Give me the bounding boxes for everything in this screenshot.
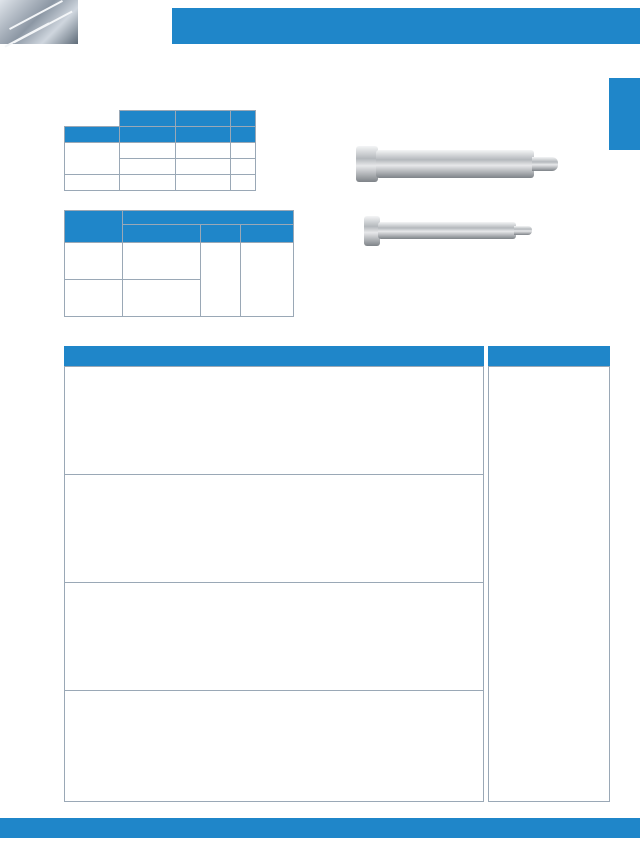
inner-cell	[120, 159, 175, 175]
treatment-cell	[230, 143, 255, 159]
material-cell	[65, 143, 120, 175]
catalog-table	[64, 210, 294, 317]
table-row	[65, 143, 256, 159]
shape-choose-header	[64, 346, 484, 366]
surface-hardness-header	[175, 127, 230, 143]
logo-box	[78, 0, 172, 44]
top-shape-frame	[488, 366, 610, 802]
catalog-material-cell	[65, 280, 123, 317]
shape-list	[241, 243, 294, 317]
catalog-type-cell	[123, 280, 201, 317]
catalog-material-cell	[65, 243, 123, 280]
inner-hardness-header	[120, 127, 175, 143]
table-row	[65, 175, 256, 191]
table-row	[65, 243, 294, 280]
material-table	[64, 110, 256, 191]
divider	[64, 582, 484, 583]
type-header	[123, 225, 201, 243]
divider	[64, 690, 484, 691]
col-header-en	[120, 111, 175, 127]
step-header	[201, 225, 241, 243]
surface-cell	[175, 175, 230, 191]
treatment-cell	[230, 175, 255, 191]
surface-cell	[175, 159, 230, 175]
top-shape-header	[488, 346, 610, 366]
pin-photo-large	[356, 146, 566, 182]
footer-bar	[0, 818, 640, 838]
inner-cell	[120, 175, 175, 191]
title-bar	[172, 8, 640, 44]
catalog-material-header	[65, 211, 123, 243]
surface-cell	[175, 143, 230, 159]
pin-photo-small	[364, 216, 534, 246]
step-list	[201, 243, 241, 317]
header-photo	[0, 0, 78, 44]
inner-cell	[120, 143, 175, 159]
divider	[64, 474, 484, 475]
catalog-no-header	[123, 211, 294, 225]
top-shape-header	[241, 225, 294, 243]
side-tab	[609, 78, 640, 150]
heat-treatment-header	[230, 127, 255, 143]
material-cell	[65, 175, 120, 191]
material-header	[65, 127, 120, 143]
shape-frame	[64, 366, 484, 802]
col-header-en	[175, 111, 230, 127]
col-header-en	[230, 111, 255, 127]
treatment-cell	[230, 159, 255, 175]
catalog-type-cell	[123, 243, 201, 280]
